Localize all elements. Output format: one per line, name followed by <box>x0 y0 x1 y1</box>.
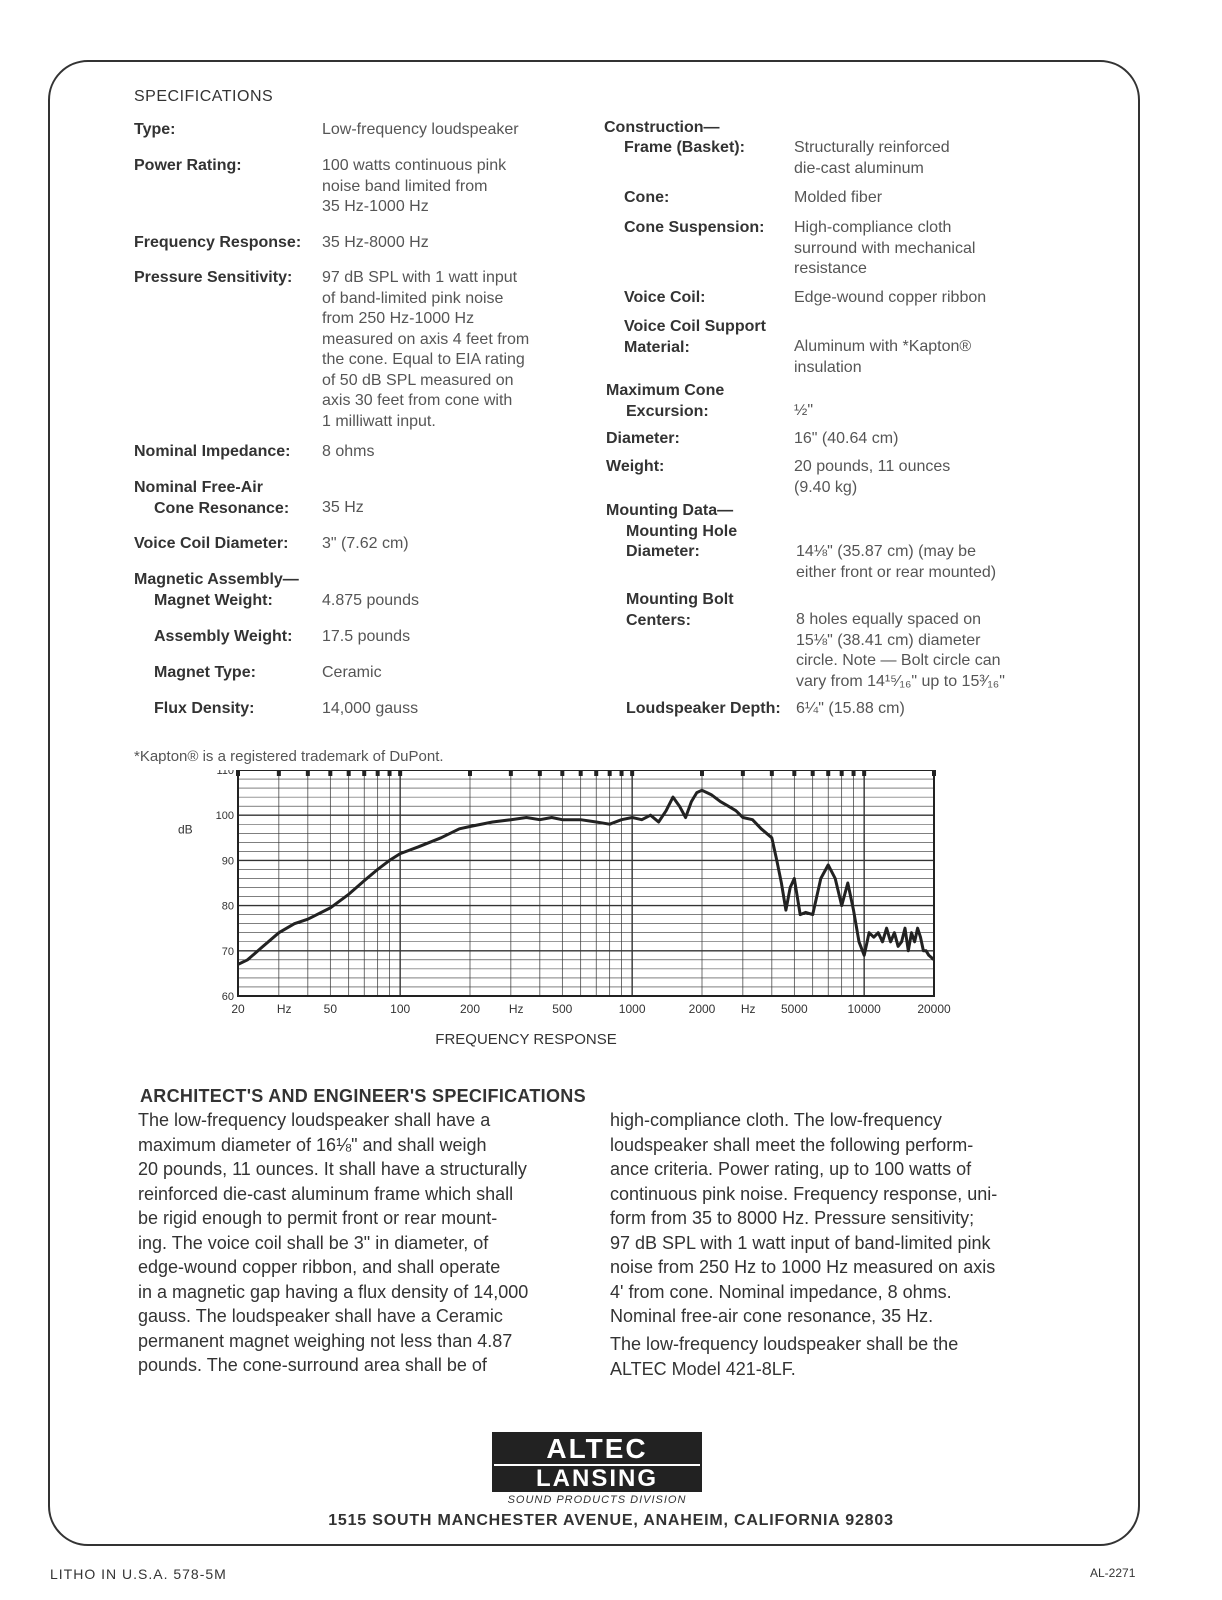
spec-value-line: Aluminum with *Kapton® <box>794 338 972 355</box>
paragraph-line: continuous pink noise. Frequency response, uni- <box>610 1183 998 1204</box>
chart-x-tick-label: 10000 <box>847 1002 881 1016</box>
paragraph-line: The low-frequency loudspeaker shall be the <box>610 1334 959 1354</box>
spec-value-line: measured on axis 4 feet from <box>322 330 530 348</box>
paragraph-line: noise from 250 Hz to 1000 Hz measured on axis <box>610 1257 996 1277</box>
chart-x-tick-label: 500 <box>552 1002 573 1016</box>
spec-value: 3" (7.62 cm) <box>322 535 409 552</box>
spec-label: Type: <box>134 121 176 138</box>
altec-lansing-logo <box>492 1432 702 1492</box>
spec-label <box>624 317 766 358</box>
ae-paragraph-final <box>610 1332 958 1381</box>
chart-svg <box>170 770 990 1070</box>
chart-plot-frame <box>238 770 934 996</box>
spec-label-line: Material: <box>624 338 690 356</box>
spec-value-line: of band-limited pink noise <box>322 289 504 307</box>
paragraph-line: edge-wound copper ribbon, and shall operate <box>138 1257 501 1277</box>
spec-value-line: die-cast aluminum <box>794 159 924 177</box>
chart-x-tick-label: 50 <box>323 1002 338 1016</box>
paragraph-line: loudspeaker shall meet the following perform- <box>610 1134 974 1155</box>
spec-label: Assembly Weight: <box>154 628 293 645</box>
paragraph-line: gauss. The loudspeaker shall have a Ceramic <box>138 1306 503 1326</box>
spec-label-line: Maximum Cone <box>606 382 725 399</box>
spec-value-line: noise band limited from <box>322 177 488 195</box>
spec-label-line: Mounting Hole <box>626 522 738 540</box>
paragraph-line: Nominal free-air cone resonance, 35 Hz. <box>610 1306 934 1326</box>
paragraph-line: ance criteria. Power rating, up to 100 watts of <box>610 1159 972 1179</box>
spec-value: 35 Hz-8000 Hz <box>322 234 429 251</box>
kapton-footnote: *Kapton® is a registered trademark of DuPont. <box>134 748 444 765</box>
chart-x-unit-label: Hz <box>276 1002 292 1016</box>
spec-value-line: (9.40 kg) <box>794 478 858 496</box>
paragraph-line: pounds. The cone-surround area shall be of <box>138 1355 487 1375</box>
company-address: 1515 SOUTH MANCHESTER AVENUE, ANAHEIM, CALIFORNIA 92803 <box>328 1512 894 1529</box>
spec-label: Magnetic Assembly— <box>134 571 299 588</box>
spec-value: ½" <box>794 402 814 419</box>
spec-value-line: 100 watts continuous pink <box>322 157 507 174</box>
spec-label: Cone Suspension: <box>624 219 765 236</box>
spec-value-line: High-compliance cloth <box>794 219 952 236</box>
chart-x-unit-label: Hz <box>740 1002 756 1016</box>
spec-label-line: Voice Coil Support <box>624 318 766 335</box>
spec-value-line: from 250 Hz-1000 Hz <box>322 310 475 327</box>
spec-label-line: Excursion: <box>626 402 709 420</box>
spec-label: Diameter: <box>606 430 680 447</box>
paragraph-line: form from 35 to 8000 Hz. Pressure sensitivity; <box>610 1208 975 1228</box>
chart-y-tick-label: 100 <box>215 810 234 823</box>
chart-x-tick-label: 2000 <box>688 1002 716 1016</box>
chart-grid-minor <box>238 770 934 996</box>
chart-title: FREQUENCY RESPONSE <box>435 1031 617 1048</box>
chart-x-tick-label: 20 <box>231 1002 245 1016</box>
spec-label <box>606 501 737 563</box>
spec-value: 4.875 pounds <box>322 592 419 609</box>
chart-x-tick-label: 100 <box>390 1002 411 1016</box>
paragraph-line: maximum diameter of 16⅛" and shall weigh <box>138 1134 487 1155</box>
spec-label-line: Mounting Data— <box>606 502 734 519</box>
chart-y-tick-label: 70 <box>221 945 234 958</box>
spec-value <box>322 156 506 218</box>
frequency-response-chart <box>170 770 990 1070</box>
litho-note: LITHO IN U.S.A. 578-5M <box>50 1566 227 1582</box>
spec-label: Cone: <box>624 189 670 206</box>
paragraph-line: permanent magnet weighing not less than 4.87 <box>138 1330 513 1351</box>
spec-label-line: Cone Resonance: <box>154 499 290 517</box>
spec-value: 6¼" (15.88 cm) <box>796 700 905 717</box>
spec-value: 16" (40.64 cm) <box>794 430 899 447</box>
spec-label: Flux Density: <box>154 700 255 717</box>
logo-text-altec: ALTEC <box>494 1434 700 1466</box>
chart-grid-major <box>238 770 934 996</box>
spec-value <box>794 457 950 498</box>
spec-label: Construction— <box>604 119 720 136</box>
spec-value-line: the cone. Equal to EIA rating <box>322 351 525 368</box>
spec-value <box>794 218 975 280</box>
spec-label: Weight: <box>606 458 665 475</box>
spec-value: Edge-wound copper ribbon <box>794 289 987 306</box>
spec-value-line: 14⅛" (35.87 cm) (may be <box>796 543 976 560</box>
chart-x-tick-label: 1000 <box>618 1002 646 1016</box>
spec-value-line: vary from 14¹⁵⁄₁₆" up to 15³⁄₁₆" <box>796 672 1005 690</box>
spec-label <box>134 478 289 519</box>
chart-x-tick-label: 200 <box>459 1002 481 1016</box>
spec-label: Frame (Basket): <box>624 139 745 156</box>
spec-value-line: axis 30 feet from cone with <box>322 392 513 409</box>
chart-series-line <box>238 790 934 964</box>
spec-value: 8 ohms <box>322 443 375 460</box>
chart-y-tick-label: 90 <box>221 855 234 868</box>
architect-engineer-heading: ARCHITECT'S AND ENGINEER'S SPECIFICATIONS <box>140 1086 586 1106</box>
spec-label: Pressure Sensitivity: <box>134 269 293 286</box>
spec-value-line: 20 pounds, 11 ounces <box>794 458 951 475</box>
spec-label: Voice Coil: <box>624 289 706 306</box>
division-label: SOUND PRODUCTS DIVISION <box>507 1494 687 1506</box>
spec-value-line: 97 dB SPL with 1 watt input <box>322 269 518 286</box>
paragraph-line: be rigid enough to permit front or rear mount- <box>138 1208 498 1228</box>
spec-value-line: resistance <box>794 260 867 277</box>
chart-x-tick-label: 20000 <box>917 1002 951 1016</box>
spec-label: Voice Coil Diameter: <box>134 535 289 552</box>
spec-label: Magnet Type: <box>154 664 256 681</box>
paragraph-line: 97 dB SPL with 1 watt input of band-limited pink <box>610 1232 991 1253</box>
spec-value <box>794 337 971 378</box>
paragraph-line: 4' from cone. Nominal impedance, 8 ohms. <box>610 1281 952 1302</box>
spec-value-line: 35 Hz-1000 Hz <box>322 198 429 215</box>
paragraph-line: 20 pounds, 11 ounces. It shall have a structurally <box>138 1159 527 1179</box>
logo-text-lansing: LANSING <box>536 1465 658 1492</box>
paragraph-line: The low-frequency loudspeaker shall have a <box>138 1110 491 1130</box>
spec-label: Power Rating: <box>134 157 242 174</box>
spec-label <box>626 590 734 631</box>
chart-x-tick-labels <box>231 1002 951 1016</box>
spec-value: Molded fiber <box>794 189 883 206</box>
paragraph-line: in a magnetic gap having a flux density of 14,000 <box>138 1281 529 1302</box>
spec-value-line: Structurally reinforced <box>794 139 950 156</box>
spec-value-line: insulation <box>794 358 862 376</box>
spec-label: Nominal Impedance: <box>134 443 291 460</box>
chart-y-tick-labels <box>216 770 234 1003</box>
spec-value-line: 15⅛" (38.41 cm) diameter <box>796 631 981 649</box>
spec-value: Ceramic <box>322 664 382 681</box>
chart-x-tick-label: 5000 <box>780 1002 808 1016</box>
spec-value-line: circle. Note — Bolt circle can <box>796 652 1001 669</box>
spec-label-line: Centers: <box>626 611 691 629</box>
ae-paragraph-col1 <box>138 1108 528 1378</box>
spec-label-line: Nominal Free-Air <box>134 479 263 496</box>
paragraph-line: reinforced die-cast aluminum frame which shall <box>138 1183 514 1204</box>
spec-value-line: either front or rear mounted) <box>796 563 997 581</box>
spec-value-line: of 50 dB SPL measured on <box>322 371 514 389</box>
spec-label <box>606 381 724 422</box>
spec-value-line: 1 milliwatt input. <box>322 412 436 430</box>
spec-value-line: 8 holes equally spaced on <box>796 611 982 628</box>
document-code: AL-2271 <box>1090 1566 1136 1580</box>
chart-y-axis-label: dB <box>178 822 193 837</box>
chart-x-unit-label: Hz <box>508 1002 524 1016</box>
paragraph-line: ing. The voice coil shall be 3" in diameter, of <box>138 1232 489 1253</box>
ae-paragraph-col2 <box>610 1108 997 1329</box>
spec-label: Magnet Weight: <box>154 592 273 609</box>
spec-value: 14,000 gauss <box>322 700 419 717</box>
chart-y-tick-label: 60 <box>221 991 234 1003</box>
spec-label-line: Mounting Bolt <box>626 591 734 608</box>
spec-label-line: Diameter: <box>626 543 700 560</box>
spec-label: Loudspeaker Depth: <box>626 700 781 717</box>
spec-value-line: surround with mechanical <box>794 239 976 257</box>
spec-value <box>794 138 950 179</box>
spec-value <box>796 542 996 583</box>
paragraph-line: ALTEC Model 421-8LF. <box>610 1358 796 1379</box>
spec-value: 17.5 pounds <box>322 628 411 645</box>
chart-y-tick-label: 80 <box>221 900 234 913</box>
spec-value: Low-frequency loudspeaker <box>322 121 519 138</box>
paragraph-line: high-compliance cloth. The low-frequency <box>610 1110 942 1130</box>
chart-y-tick-label: 110 <box>216 770 234 777</box>
specifications-heading: SPECIFICATIONS <box>134 88 274 105</box>
spec-value: 35 Hz <box>322 499 364 516</box>
spec-value <box>796 610 1005 692</box>
spec-label: Frequency Response: <box>134 234 302 251</box>
spec-value <box>322 268 529 432</box>
